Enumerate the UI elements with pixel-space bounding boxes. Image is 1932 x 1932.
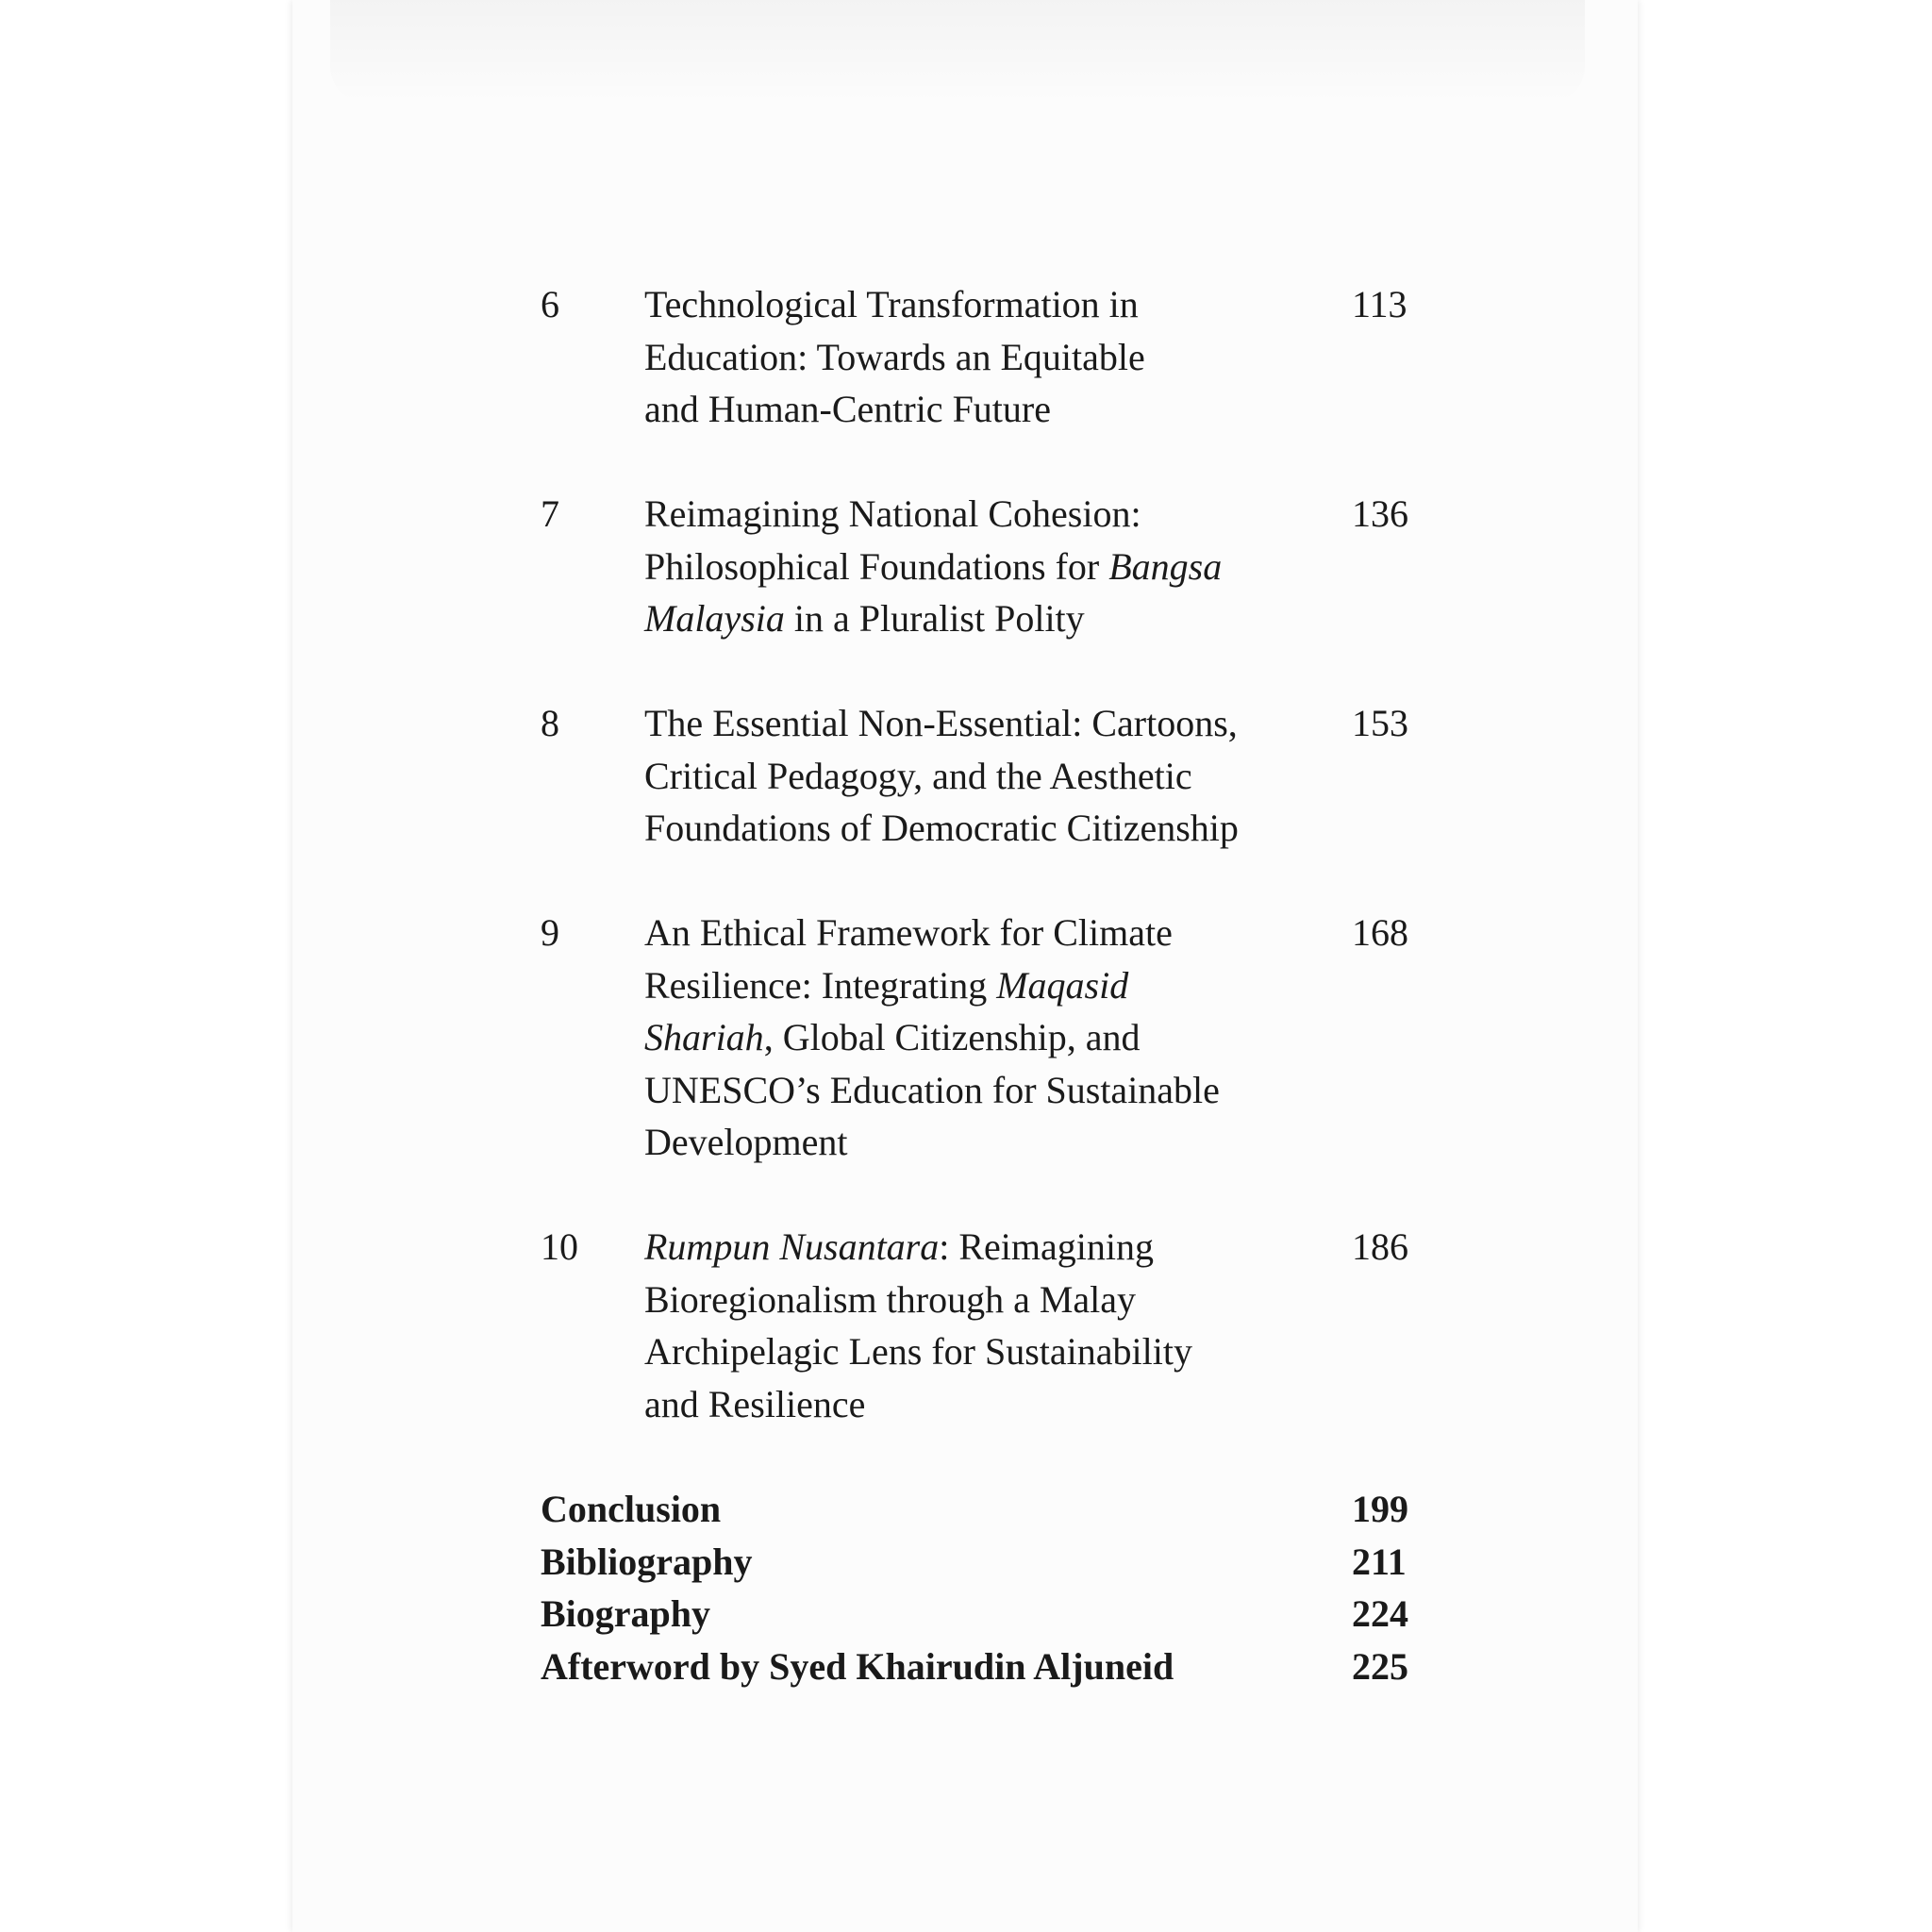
- title-text: Resilience: Integrating: [644, 963, 997, 1007]
- chapter-number: 7: [541, 492, 559, 535]
- chapter-title: [644, 907, 1305, 1169]
- page-number: 168: [1352, 911, 1408, 954]
- chapter-title: [644, 1221, 1305, 1430]
- page-number: 224: [1352, 1592, 1408, 1635]
- chapter-title: [644, 488, 1305, 645]
- title-text: Foundations of Democratic Citizenship: [644, 807, 1239, 849]
- back-matter-label: Afterword by Syed Khairudin Aljuneid: [541, 1644, 1174, 1688]
- chapter-title-line: [644, 488, 1305, 541]
- chapter-title: [644, 697, 1305, 855]
- title-text: The Essential Non-Essential: Cartoons,: [644, 702, 1238, 744]
- chapter-title-line: [644, 959, 1305, 1012]
- page-number: 211: [1352, 1540, 1407, 1583]
- page-number: 225: [1352, 1644, 1408, 1688]
- chapter-title-line: [644, 1221, 1305, 1274]
- back-matter-label: Bibliography: [541, 1540, 753, 1583]
- italic-term: Shariah: [644, 1016, 764, 1058]
- back-matter-label: Conclusion: [541, 1488, 722, 1530]
- italic-term: Maqasid: [996, 963, 1129, 1007]
- chapter-title-line: [644, 278, 1305, 331]
- title-text: Philosophical Foundations for: [644, 544, 1109, 588]
- page-number: 186: [1352, 1225, 1408, 1268]
- title-text: UNESCO’s Education for Sustainable: [644, 1068, 1220, 1111]
- title-text: , Global Citizenship, and: [763, 1016, 1141, 1058]
- page-shadow: [330, 0, 1585, 104]
- italic-term: Bangsa: [1108, 544, 1223, 588]
- chapter-title-line: [644, 1378, 1305, 1431]
- title-text: Technological Transformation in: [644, 283, 1139, 325]
- title-text: Archipelagic Lens for Sustainability: [644, 1330, 1192, 1373]
- italic-term: Malaysia: [644, 597, 785, 640]
- chapter-title-line: [644, 383, 1305, 436]
- chapter-title-line: [644, 1116, 1305, 1169]
- page-number: 153: [1352, 702, 1408, 744]
- chapter-number: 10: [541, 1225, 578, 1268]
- title-text: and Resilience: [644, 1382, 866, 1425]
- chapter-number: 9: [541, 911, 559, 954]
- chapter-number: 8: [541, 702, 559, 744]
- chapter-title-line: [644, 1325, 1305, 1378]
- italic-term: Rumpun Nusantara: [644, 1225, 940, 1268]
- title-text: and Human-Centric Future: [644, 388, 1051, 430]
- title-text: An Ethical Framework for Climate: [644, 911, 1173, 954]
- title-text: Education: Towards an Equitable: [644, 335, 1145, 378]
- page-number: 113: [1352, 283, 1407, 325]
- book-page: [292, 0, 1638, 1932]
- chapter-title-line: [644, 592, 1305, 645]
- chapter-title-line: [644, 750, 1305, 803]
- title-text: Development: [644, 1121, 848, 1163]
- chapter-title-line: [644, 1011, 1305, 1064]
- title-text: Critical Pedagogy, and the Aesthetic: [644, 754, 1192, 797]
- chapter-title-line: [644, 907, 1305, 959]
- chapter-title-line: [644, 1064, 1305, 1117]
- title-text: Reimagining National Cohesion:: [644, 492, 1141, 535]
- chapter-title: [644, 278, 1305, 436]
- chapter-number: 6: [541, 283, 559, 325]
- chapter-title-line: [644, 802, 1305, 855]
- chapter-title-line: [644, 331, 1305, 384]
- page-number: 136: [1352, 492, 1408, 535]
- back-matter-label: Biography: [541, 1592, 711, 1635]
- chapter-title-line: [644, 541, 1305, 593]
- title-text: Bioregionalism through a Malay: [644, 1277, 1137, 1321]
- chapter-title-line: [644, 1274, 1305, 1326]
- page-number: 199: [1352, 1488, 1408, 1530]
- chapter-title-line: [644, 697, 1305, 750]
- title-text: : Reimagining: [939, 1225, 1155, 1268]
- title-text: in a Pluralist Polity: [784, 597, 1085, 640]
